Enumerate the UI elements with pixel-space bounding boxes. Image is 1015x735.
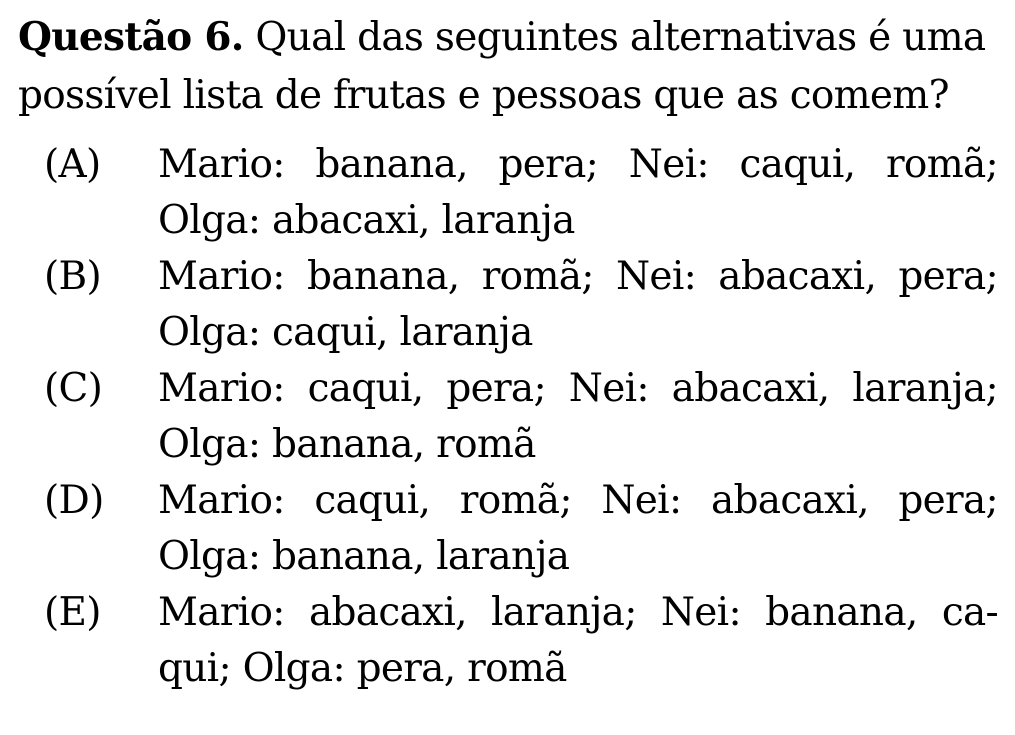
option-e (18, 585, 998, 697)
question-number: Questão 6. (18, 14, 244, 60)
option-letter: (D) (44, 478, 104, 523)
option-text: Mario: abacaxi, laranja; Nei: banana, ca-qui; Olga: pera, romã (158, 590, 998, 691)
option-b (18, 249, 998, 361)
option-text: Mario: banana, romã; Nei: abacaxi, pera; Olga: caqui, laranja (158, 254, 998, 355)
question-document (18, 8, 998, 697)
answer-options (18, 137, 998, 697)
option-text: Mario: caqui, pera; Nei: abacaxi, laranja; Olga: banana, romã (158, 366, 998, 467)
option-text: Mario: banana, pera; Nei: caqui, romã; Olga: abacaxi, laranja (158, 142, 998, 243)
option-d (18, 473, 998, 585)
option-c (18, 361, 998, 473)
question-stem (18, 8, 998, 125)
question-text: Qual das seguintes alternativas é uma possível lista de frutas e pessoas que as comem? (18, 15, 986, 118)
option-letter: (E) (44, 590, 101, 635)
option-letter: (A) (44, 142, 101, 187)
option-letter: (C) (44, 366, 103, 411)
option-a (18, 137, 998, 249)
option-letter: (B) (44, 254, 101, 299)
option-text: Mario: caqui, romã; Nei: abacaxi, pera; Olga: banana, laranja (158, 478, 998, 579)
